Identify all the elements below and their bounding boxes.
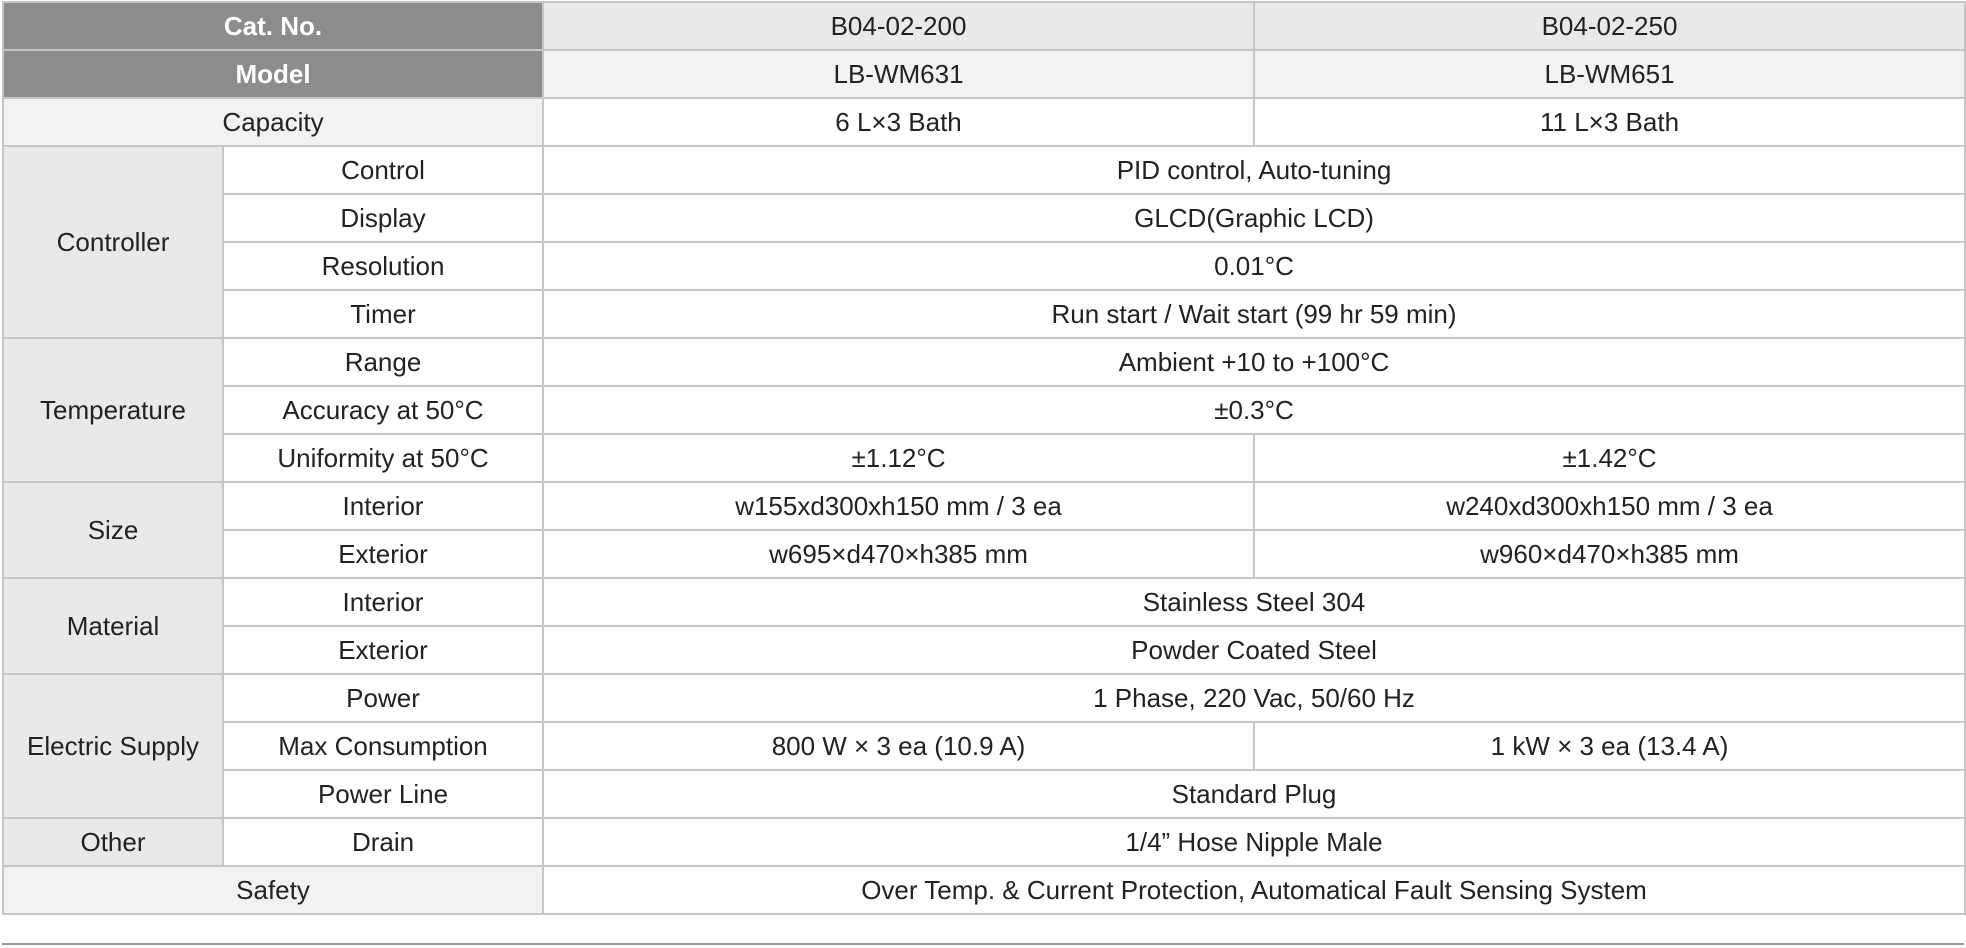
row-display (3, 194, 1965, 242)
size-exterior-value-2: w960×d470×h385 mm (1254, 530, 1965, 578)
accuracy-label: Accuracy at 50°C (223, 386, 543, 434)
row-resolution (3, 242, 1965, 290)
range-label: Range (223, 338, 543, 386)
power-label: Power (223, 674, 543, 722)
row-uniformity (3, 434, 1965, 482)
control-label: Control (223, 146, 543, 194)
uniformity-value-1: ±1.12°C (543, 434, 1254, 482)
range-value: Ambient +10 to +100°C (543, 338, 1965, 386)
max-consumption-value-1: 800 W × 3 ea (10.9 A) (543, 722, 1254, 770)
size-interior-value-2: w240xd300xh150 mm / 3 ea (1254, 482, 1965, 530)
spec-table (2, 1, 1966, 915)
timer-value: Run start / Wait start (99 hr 59 min) (543, 290, 1965, 338)
resolution-label: Resolution (223, 242, 543, 290)
material-interior-value: Stainless Steel 304 (543, 578, 1965, 626)
safety-label: Safety (3, 866, 543, 914)
row-model (3, 50, 1965, 98)
other-category: Other (3, 818, 223, 866)
capacity-value-2: 11 L×3 Bath (1254, 98, 1965, 146)
row-safety (3, 866, 1965, 914)
row-power-line (3, 770, 1965, 818)
cat-no-value-1: B04-02-200 (543, 2, 1254, 50)
controller-category: Controller (3, 146, 223, 338)
cat-no-label: Cat. No. (3, 2, 543, 50)
uniformity-label: Uniformity at 50°C (223, 434, 543, 482)
display-label: Display (223, 194, 543, 242)
row-size-exterior (3, 530, 1965, 578)
timer-label: Timer (223, 290, 543, 338)
size-interior-value-1: w155xd300xh150 mm / 3 ea (543, 482, 1254, 530)
row-size-interior (3, 482, 1965, 530)
row-cat-no (3, 2, 1965, 50)
power-line-value: Standard Plug (543, 770, 1965, 818)
drain-value: 1/4” Hose Nipple Male (543, 818, 1965, 866)
accuracy-value: ±0.3°C (543, 386, 1965, 434)
control-value: PID control, Auto-tuning (543, 146, 1965, 194)
model-value-1: LB-WM631 (543, 50, 1254, 98)
max-consumption-label: Max Consumption (223, 722, 543, 770)
row-control (3, 146, 1965, 194)
display-value: GLCD(Graphic LCD) (543, 194, 1965, 242)
material-exterior-value: Powder Coated Steel (543, 626, 1965, 674)
capacity-label: Capacity (3, 98, 543, 146)
size-category: Size (3, 482, 223, 578)
material-exterior-label: Exterior (223, 626, 543, 674)
max-consumption-value-2: 1 kW × 3 ea (13.4 A) (1254, 722, 1965, 770)
power-value: 1 Phase, 220 Vac, 50/60 Hz (543, 674, 1965, 722)
row-capacity (3, 98, 1965, 146)
bottom-rule (2, 943, 1964, 945)
power-line-label: Power Line (223, 770, 543, 818)
row-accuracy (3, 386, 1965, 434)
row-max-consumption (3, 722, 1965, 770)
row-power (3, 674, 1965, 722)
electric-category: Electric Supply (3, 674, 223, 818)
resolution-value: 0.01°C (543, 242, 1965, 290)
row-material-interior (3, 578, 1965, 626)
size-exterior-value-1: w695×d470×h385 mm (543, 530, 1254, 578)
row-range (3, 338, 1965, 386)
model-label: Model (3, 50, 543, 98)
model-value-2: LB-WM651 (1254, 50, 1965, 98)
row-timer (3, 290, 1965, 338)
temperature-category: Temperature (3, 338, 223, 482)
safety-value: Over Temp. & Current Protection, Automatical Fault Sensing System (543, 866, 1965, 914)
drain-label: Drain (223, 818, 543, 866)
uniformity-value-2: ±1.42°C (1254, 434, 1965, 482)
cat-no-value-2: B04-02-250 (1254, 2, 1965, 50)
capacity-value-1: 6 L×3 Bath (543, 98, 1254, 146)
material-category: Material (3, 578, 223, 674)
size-exterior-label: Exterior (223, 530, 543, 578)
row-drain (3, 818, 1965, 866)
size-interior-label: Interior (223, 482, 543, 530)
material-interior-label: Interior (223, 578, 543, 626)
row-material-exterior (3, 626, 1965, 674)
